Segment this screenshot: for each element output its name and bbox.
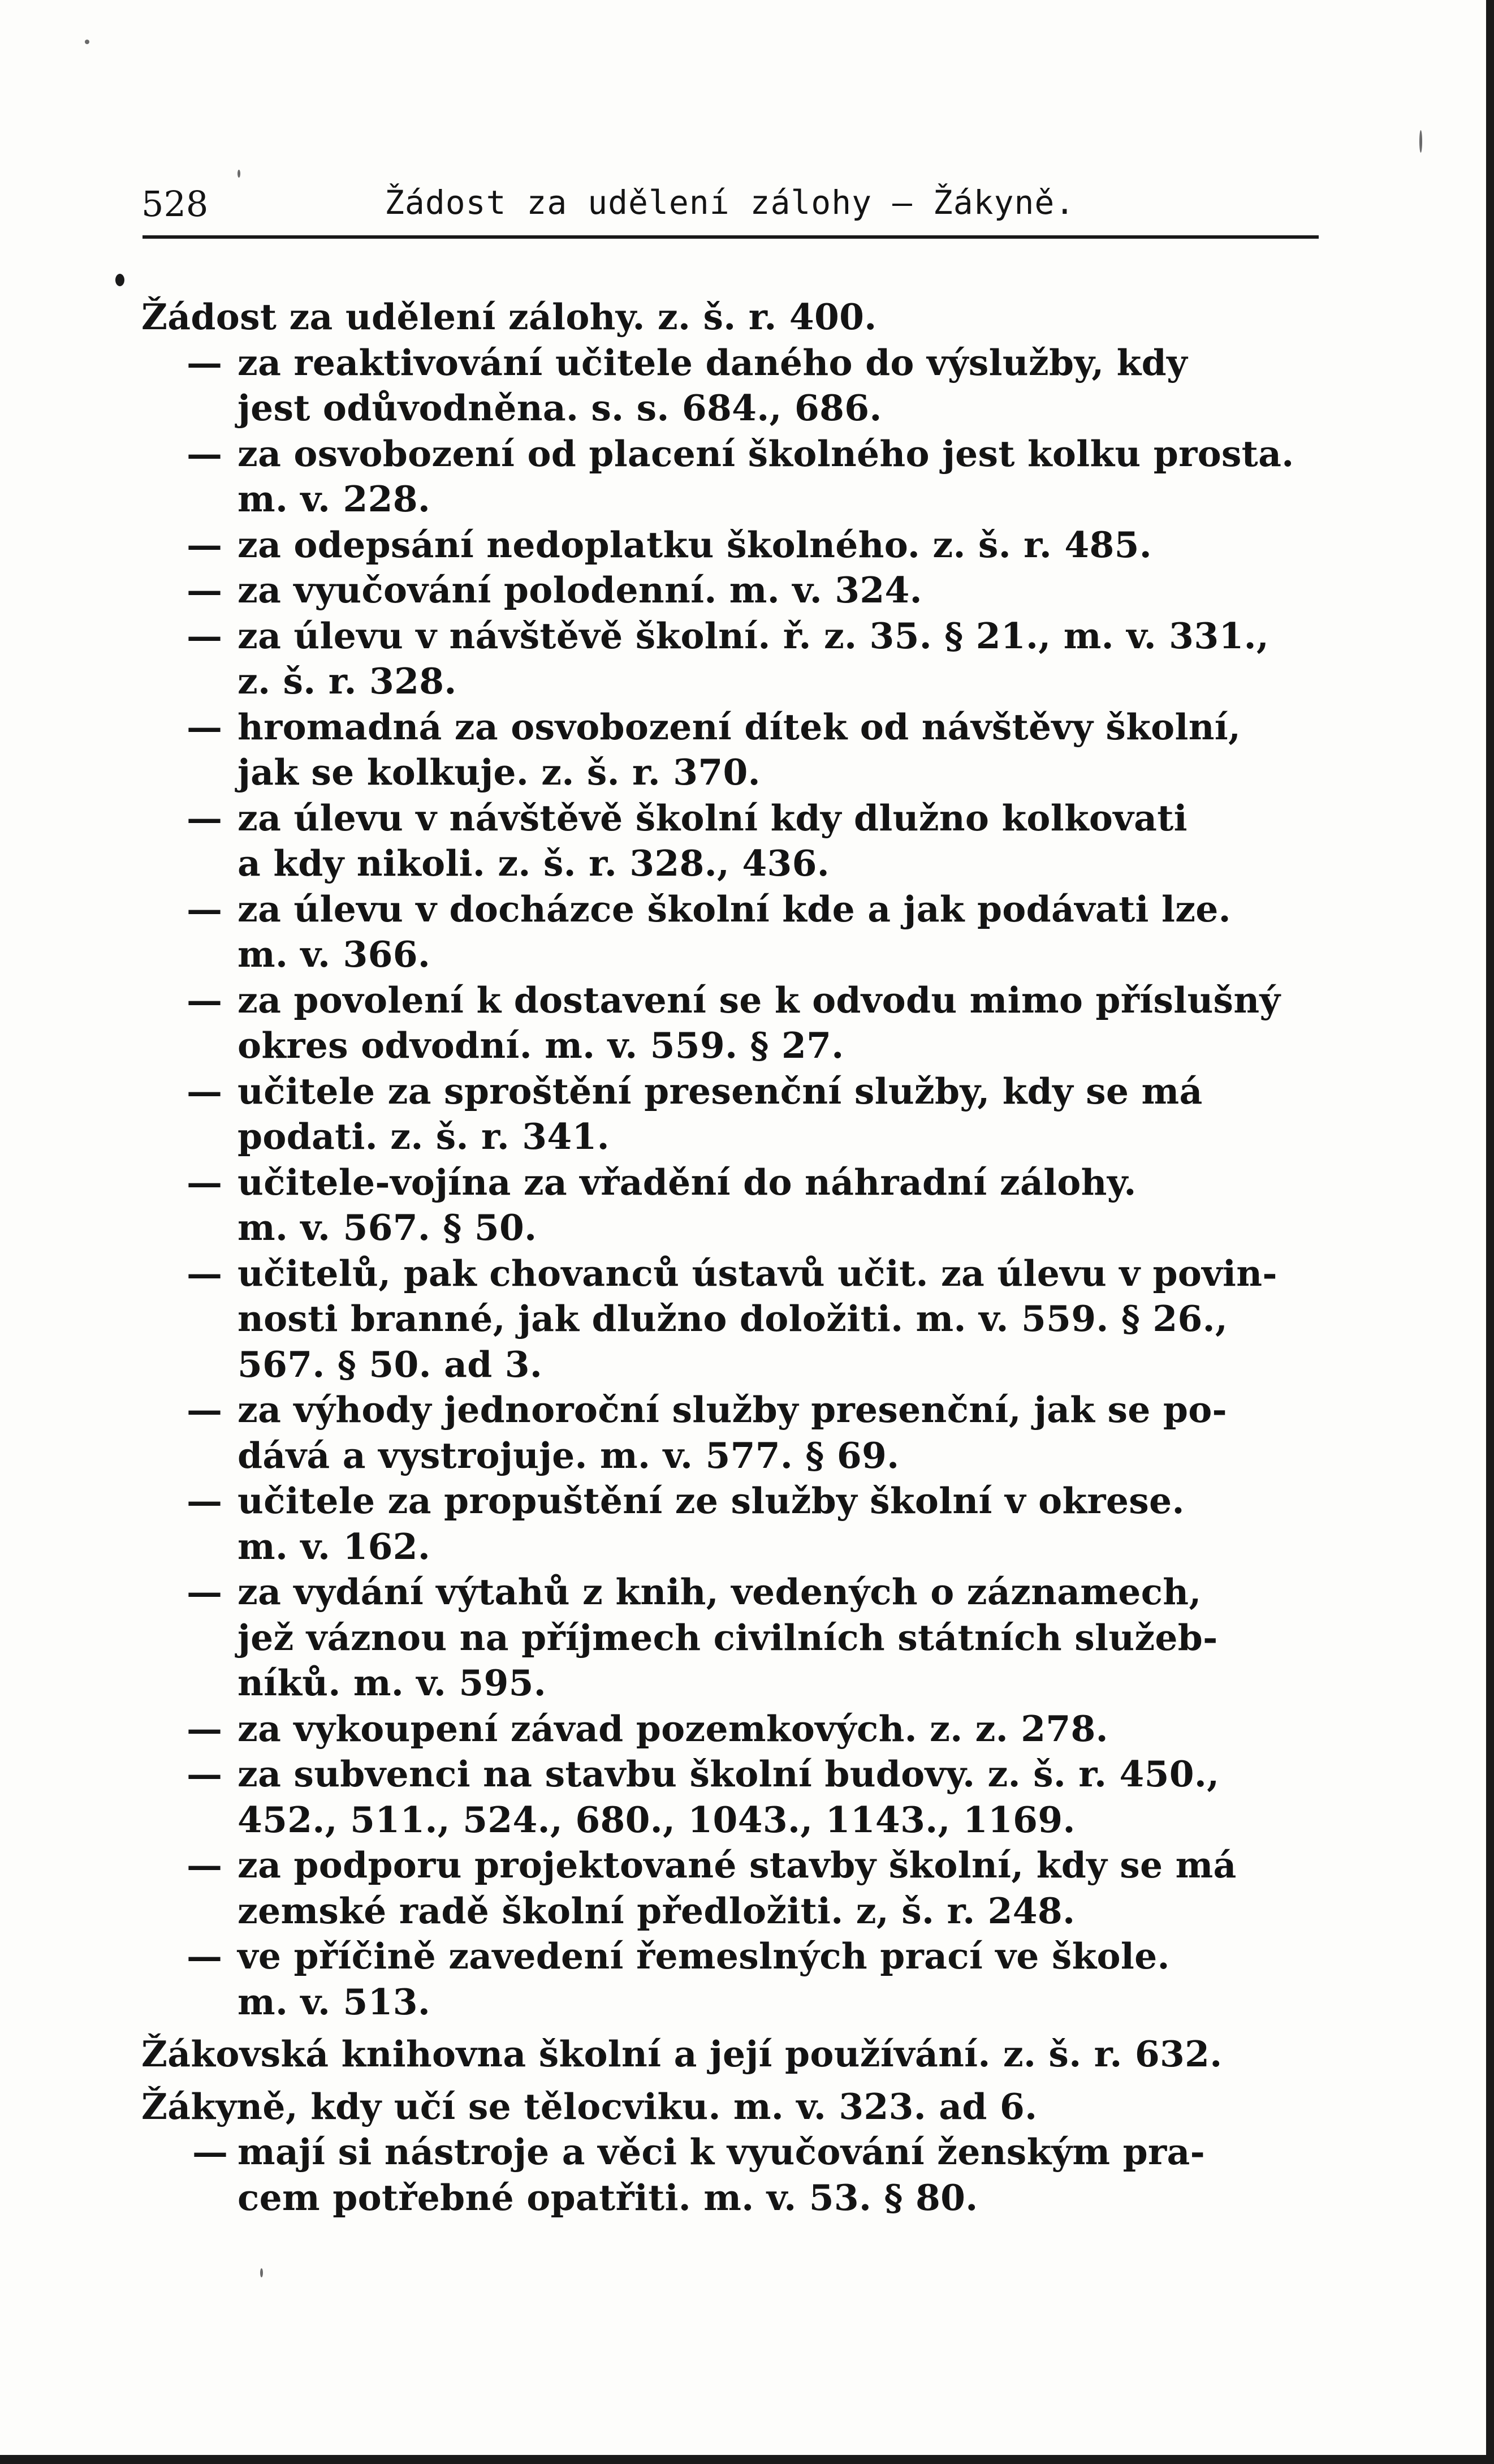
index-subentry (141, 340, 1335, 431)
entry-line: 567. § 50. ad 3. (238, 1343, 543, 1385)
entry-line: a kdy nikoli. z. š. r. 328., 436. (238, 842, 830, 884)
entry-line: za úlevu v návštěvě školní kdy dlužno kolkovati (238, 796, 1188, 839)
entry-line: jež váznou na příjmech civilních státních služeb- (238, 1616, 1218, 1659)
em-dash: — (187, 796, 223, 839)
index-entry-main (141, 294, 1335, 340)
entry-line: za reaktivování učitele daného do výslužby, kdy (238, 341, 1188, 384)
index-subentry (141, 1842, 1335, 1933)
index-subentry (141, 613, 1335, 704)
entry-line: cem potřebné opatřiti. m. v. 53. § 80. (238, 2176, 978, 2219)
entry-line: za odepsání nedoplatku školného. z. š. r. 485. (238, 523, 1152, 566)
em-dash: — (187, 614, 223, 657)
entry-line: jak se kolkuje. z. š. r. 370. (238, 751, 761, 793)
print-speck (1419, 130, 1422, 153)
entry-line: učitele za propuštění ze služby školní v okrese. (238, 1480, 1185, 1522)
entry-line: za úlevu v docházce školní kde a jak podávati lze. (238, 888, 1231, 930)
index-subentry (141, 795, 1335, 886)
bullet-mark (115, 274, 124, 286)
index-entry-main (141, 2084, 1335, 2130)
index-entry-main (141, 2031, 1335, 2077)
em-dash: — (187, 1480, 223, 1522)
entry-line: za výhody jednoroční služby presenční, jak se po- (238, 1389, 1227, 1431)
index-subentry (141, 1569, 1335, 1706)
entry-line: m. v. 567. § 50. (238, 1207, 537, 1248)
em-dash: — (187, 1161, 223, 1203)
page-header (141, 180, 1323, 230)
entry-line: nosti branné, jak dlužno doložiti. m. v. 559. § 26., (238, 1298, 1228, 1339)
entry-line: Žákovská knihovna školní a její používání. z. š. r. 632. (141, 2033, 1223, 2075)
index-subentry (141, 431, 1335, 522)
index-subentry (141, 1251, 1335, 1388)
entry-line: za povolení k dostavení se k odvodu mimo příslušný (238, 979, 1281, 1021)
em-dash: — (187, 1844, 223, 1886)
entry-line: za podporu projektované stavby školní, kdy se má (238, 1844, 1237, 1886)
print-speck (85, 40, 89, 44)
index-subentry (141, 704, 1335, 795)
entry-line: níků. m. v. 595. (238, 1662, 546, 1704)
entry-line: m. v. 228. (238, 478, 431, 520)
entry-line: dává a vystrojuje. m. v. 577. § 69. (238, 1434, 900, 1476)
running-title: Žádost za udělení zálohy — Žákyně. (385, 183, 1076, 222)
entry-line: za subvenci na stavbu školní budovy. z. š. r. 450., (238, 1753, 1220, 1795)
em-dash: — (187, 1070, 223, 1112)
index-subentry (141, 1933, 1335, 2024)
entry-line: okres odvodní. m. v. 559. § 27. (238, 1024, 844, 1066)
index-subentry (141, 1069, 1335, 1160)
em-dash: — (187, 1252, 223, 1294)
em-dash: — (187, 569, 223, 611)
entry-line: učitelů, pak chovanců ústavů učit. za úlevu v povin- (238, 1252, 1277, 1294)
entry-line: za úlevu v návštěvě školní. ř. z. 35. § 21., m. v. 331., (238, 614, 1270, 657)
em-dash: — (187, 705, 223, 748)
entry-line: učitele-vojína za vřadění do náhradní zálohy. (238, 1161, 1137, 1203)
em-dash: — (187, 1389, 223, 1431)
entry-line: podati. z. š. r. 341. (238, 1115, 610, 1157)
entry-line: Žákyně, kdy učí se tělocviku. m. v. 323. ad 6. (141, 2085, 1038, 2127)
em-dash: — (187, 341, 223, 384)
entry-line: hromadná za osvobození dítek od návštěvy školní, (238, 705, 1241, 748)
entry-line: 452., 511., 524., 680., 1043., 1143., 1169. (238, 1798, 1076, 1841)
entry-line: za vyučování polodenní. m. v. 324. (238, 569, 922, 611)
index-subentry (141, 1706, 1335, 1752)
print-speck (260, 2268, 263, 2277)
entry-line: z. š. r. 328. (238, 660, 457, 702)
entry-line: ve příčině zavedení řemeslných prací ve škole. (238, 1935, 1170, 1977)
page-number: 528 (141, 183, 209, 225)
em-dash: — (187, 1571, 223, 1613)
entry-line: za vykoupení závad pozemkových. z. z. 278. (238, 1707, 1108, 1750)
entry-line: mají si nástroje a věci k vyučování ženským pra- (238, 2131, 1206, 2173)
em-dash: — (187, 1707, 223, 1750)
index-subentry (141, 1387, 1335, 1478)
entry-line: zemské radě školní předložiti. z, š. r. 248. (238, 1889, 1076, 1932)
index-subentry (141, 886, 1335, 977)
entry-line: m. v. 366. (238, 933, 431, 975)
index-subentry (141, 522, 1335, 568)
em-dash: — (187, 432, 223, 475)
em-dash: — (187, 523, 223, 566)
em-dash: — (187, 1935, 223, 1977)
entry-line: m. v. 162. (238, 1525, 431, 1567)
index-subentry (141, 1751, 1335, 1842)
em-dash: — (187, 1753, 223, 1795)
index-subentry (141, 2129, 1335, 2220)
em-dash: — (192, 2131, 228, 2173)
em-dash: — (187, 888, 223, 930)
entry-line: učitele za sproštění presenční služby, kdy se má (238, 1070, 1203, 1112)
entry-line: za osvobození od placení školného jest kolku prosta. (238, 432, 1294, 475)
entry-line: m. v. 513. (238, 1980, 431, 2023)
index-entries (141, 294, 1335, 2220)
header-rule (143, 235, 1319, 239)
entry-line: Žádost za udělení zálohy. z. š. r. 400. (141, 296, 877, 338)
index-subentry (141, 977, 1335, 1069)
index-subentry (141, 567, 1335, 613)
index-subentry (141, 1160, 1335, 1251)
em-dash: — (187, 979, 223, 1021)
print-speck (238, 170, 240, 178)
entry-line: jest odůvodněna. s. s. 684., 686. (238, 387, 882, 429)
entry-line: za vydání výtahů z knih, vedených o záznamech, (238, 1571, 1202, 1613)
index-subentry (141, 1478, 1335, 1569)
